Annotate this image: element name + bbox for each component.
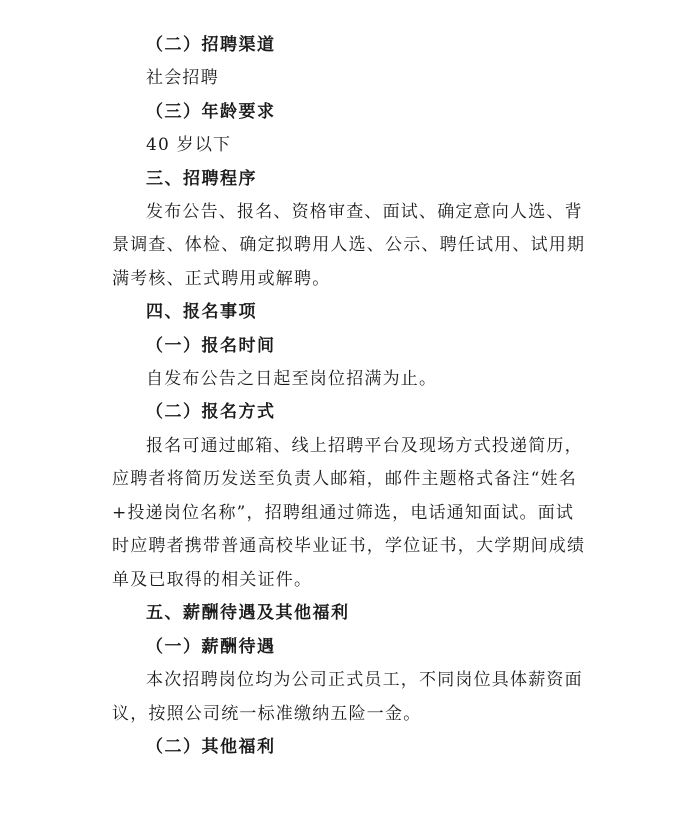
heading-recruitment-procedure: 三、招聘程序 <box>146 169 257 189</box>
paragraph-line: 景调查、体检、确定拟聘用人选、公示、聘任试用、试用期 <box>112 235 586 255</box>
heading-other-benefits: （二）其他福利 <box>146 737 276 757</box>
paragraph-line: 本次招聘岗位均为公司正式员工，不同岗位具体薪资面 <box>146 670 583 690</box>
heading-registration-method: （二）报名方式 <box>146 402 276 422</box>
heading-salary: （一）薪酬待遇 <box>146 637 276 657</box>
paragraph-line: +投递岗位名称”，招聘组通过筛选，电话通知面试。面试 <box>112 503 575 523</box>
heading-registration-matters: 四、报名事项 <box>146 302 257 322</box>
paragraph-line: 时应聘者携带普通高校毕业证书，学位证书，大学期间成绩 <box>112 536 586 556</box>
paragraph-line: 满考核、正式聘用或解聘。 <box>112 269 331 289</box>
paragraph-line: 自发布公告之日起至岗位招满为止。 <box>146 369 438 389</box>
heading-recruitment-channel: （二）招聘渠道 <box>146 35 276 55</box>
paragraph-line: 应聘者将简历发送至负责人邮箱，邮件主题格式备注“姓名 <box>112 469 577 489</box>
heading-compensation-benefits: 五、薪酬待遇及其他福利 <box>146 603 350 623</box>
paragraph-line: 单及已取得的相关证件。 <box>112 570 313 590</box>
paragraph-line: 社会招聘 <box>146 68 219 88</box>
heading-registration-time: （一）报名时间 <box>146 336 276 356</box>
paragraph-line: 40 岁以下 <box>146 135 232 155</box>
heading-age-requirement: （三）年龄要求 <box>146 102 276 122</box>
paragraph-line: 报名可通过邮箱、线上招聘平台及现场方式投递简历， <box>146 436 583 456</box>
paragraph-line: 议，按照公司统一标准缴纳五险一金。 <box>112 704 422 724</box>
paragraph-line: 发布公告、报名、资格审查、面试、确定意向人选、背 <box>146 202 583 222</box>
